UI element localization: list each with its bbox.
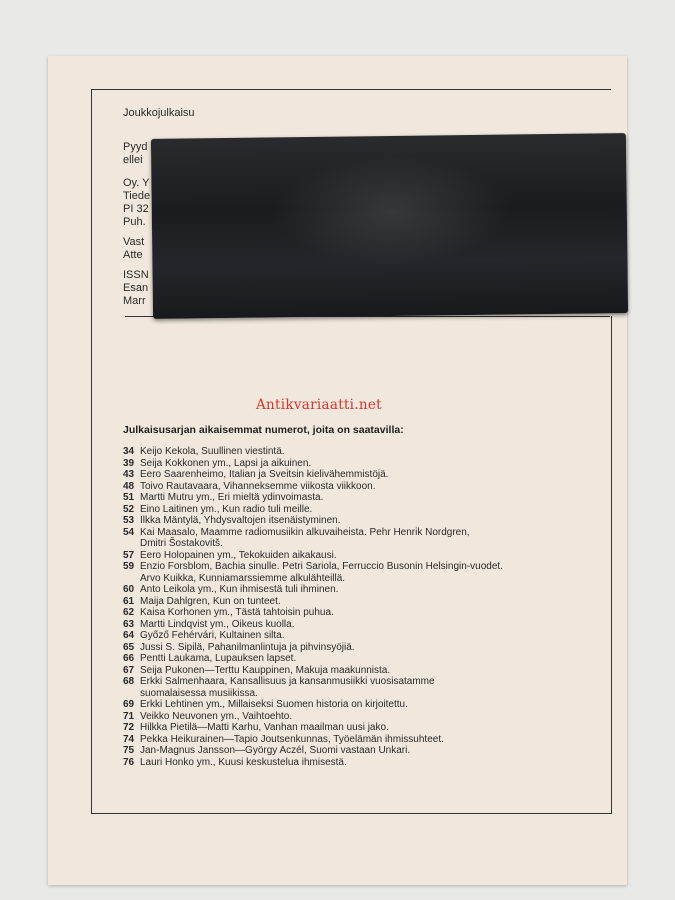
entry-text: Hilkka Pietilä—Matti Karhu, Vanhan maailman uusi jako. <box>140 722 389 733</box>
list-item <box>123 665 603 677</box>
entry-number: 39 <box>123 457 135 469</box>
entry-text: Veikko Neuvonen ym., Vaihtoehto. <box>140 710 293 722</box>
entry-text: Seija Pukonen—Terttu Kauppinen, Makuja maakunnista. <box>140 664 391 676</box>
list-item <box>123 492 603 504</box>
text-fragment: Pyyd <box>123 141 148 153</box>
text-fragment: Esan <box>123 282 149 294</box>
list-item <box>123 458 603 470</box>
entry-text: Martti Lindqvist ym., Oikeus kuolla. <box>140 618 295 630</box>
list-item <box>123 607 603 619</box>
entry-number: 69 <box>123 699 135 710</box>
list-item <box>123 653 603 665</box>
list-item <box>123 584 603 596</box>
list-item <box>123 745 603 757</box>
entry-number: 53 <box>123 515 135 526</box>
text-fragment: Vast <box>123 236 145 248</box>
text-fragment: Atte <box>123 249 143 261</box>
entry-number: 66 <box>123 653 135 664</box>
text-fragment: Marr <box>123 295 146 307</box>
entry-text: Pekka Heikurainen—Tapio Joutsenkunnas, Työelämän ihmissuhteet. <box>140 733 444 745</box>
list-item <box>123 596 603 608</box>
list-item <box>123 676 603 699</box>
text-fragment: ISSN <box>123 269 149 281</box>
entry-number: 76 <box>123 756 135 768</box>
entry-text: Anto Leikola ym., Kun ihmisestä tuli ihminen. <box>140 584 339 595</box>
entry-number: 48 <box>123 480 135 492</box>
list-item <box>123 481 603 493</box>
list-item <box>123 757 603 769</box>
list-item <box>123 699 603 711</box>
entry-text: Seija Kokkonen ym., Lapsi ja aikuinen. <box>140 457 312 469</box>
entry-text: Keijo Kekola, Suullinen viestintä. <box>140 446 285 457</box>
list-item <box>123 734 603 746</box>
list-title: Julkaisusarjan aikaisemmat numerot, joita on saatavilla: <box>123 424 404 436</box>
entry-number: 68 <box>123 676 135 687</box>
entry-number: 62 <box>123 607 135 618</box>
entry-number: 63 <box>123 618 135 630</box>
text-fragment: Tiede <box>123 190 151 202</box>
entry-number: 34 <box>123 446 135 457</box>
black-tape-cover <box>151 133 628 319</box>
list-item <box>123 722 603 734</box>
entry-number: 75 <box>123 745 135 756</box>
entry-number: 52 <box>123 503 135 515</box>
entry-number: 60 <box>123 584 135 595</box>
entry-number: 65 <box>123 641 135 653</box>
entry-text: Martti Mutru ym., Eri mieltä ydinvoimasta. <box>140 492 324 503</box>
entry-text: Ilkka Mäntylä, Yhdysvaltojen itsenäistyminen. <box>140 515 341 526</box>
list-item <box>123 561 603 584</box>
text-fragment: Puh. <box>123 216 146 228</box>
text-fragment: Oy. Y <box>123 177 150 189</box>
entry-text: Jussi S. Sipilä, Pahanilmanlintuja ja pihvinsyöjiä. <box>140 641 355 653</box>
entry-number: 57 <box>123 549 135 561</box>
list-item <box>123 550 603 562</box>
entry-text: Eero Holopainen ym., Tekokuiden aikakausi. <box>140 549 337 561</box>
entry-text: Eino Laitinen ym., Kun radio tuli meille. <box>140 503 313 515</box>
list-item <box>123 630 603 642</box>
entry-text: Kaisa Korhonen ym., Tästä tahtoisin puhua. <box>140 607 334 618</box>
entry-number: 74 <box>123 733 135 745</box>
entry-text: Maija Dahlgren, Kun on tunteet. <box>140 595 281 607</box>
list-item <box>123 711 603 723</box>
list-item <box>123 642 603 654</box>
entry-text: Jan-Magnus Jansson—György Aczél, Suomi vastaan Unkari. <box>140 745 411 756</box>
list-item <box>123 527 603 550</box>
list-item <box>123 515 603 527</box>
list-item <box>123 504 603 516</box>
text-fragment: PI 32 <box>123 203 149 215</box>
text-fragment: ellei <box>123 154 143 166</box>
entry-text: Erkki Salmenhaara, Kansallisuus ja kansanmusiikki vuosisatamme suomalaisessa musiikissa. <box>140 676 435 699</box>
entry-number: 71 <box>123 710 135 722</box>
entry-number: 51 <box>123 492 135 503</box>
entry-text: Pentti Laukama, Lupauksen lapset. <box>140 653 297 664</box>
entry-number: 64 <box>123 630 135 641</box>
list-item <box>123 469 603 481</box>
entry-text: Lauri Honko ym., Kuusi keskustelua ihmisestä. <box>140 756 347 768</box>
entry-text: Eero Saarenheimo, Italian ja Sveitsin kielivähemmistöjä. <box>140 469 389 480</box>
entry-text: Kai Maasalo, Maamme radiomusiikin alkuvaiheista. Pehr Henrik Nordgren, Dmitri Šostakovitš. <box>140 526 470 549</box>
entry-text: Győző Fehérvári, Kultainen silta. <box>140 630 285 641</box>
entry-number: 54 <box>123 526 135 538</box>
publication-list <box>123 446 603 768</box>
entry-number: 72 <box>123 722 135 733</box>
page-header: Joukkojulkaisu <box>123 107 195 119</box>
watermark-text: Antikvariaatti.net <box>256 397 382 413</box>
entry-text: Enzio Forsblom, Bachia sinulle. Petri Sariola, Ferruccio Busonin Helsingin-vuodet. Arvo Kuikka, Kunniamarssiemme alkulähteillä. <box>140 561 503 584</box>
entry-number: 43 <box>123 469 135 480</box>
list-item <box>123 619 603 631</box>
entry-text: Erkki Lehtinen ym., Millaiseksi Suomen historia on kirjoitettu. <box>140 699 408 710</box>
list-item <box>123 446 603 458</box>
entry-text: Toivo Rautavaara, Vihanneksemme viikosta viikkoon. <box>140 480 376 492</box>
entry-number: 61 <box>123 595 135 607</box>
entry-number: 59 <box>123 561 135 572</box>
entry-number: 67 <box>123 664 135 676</box>
